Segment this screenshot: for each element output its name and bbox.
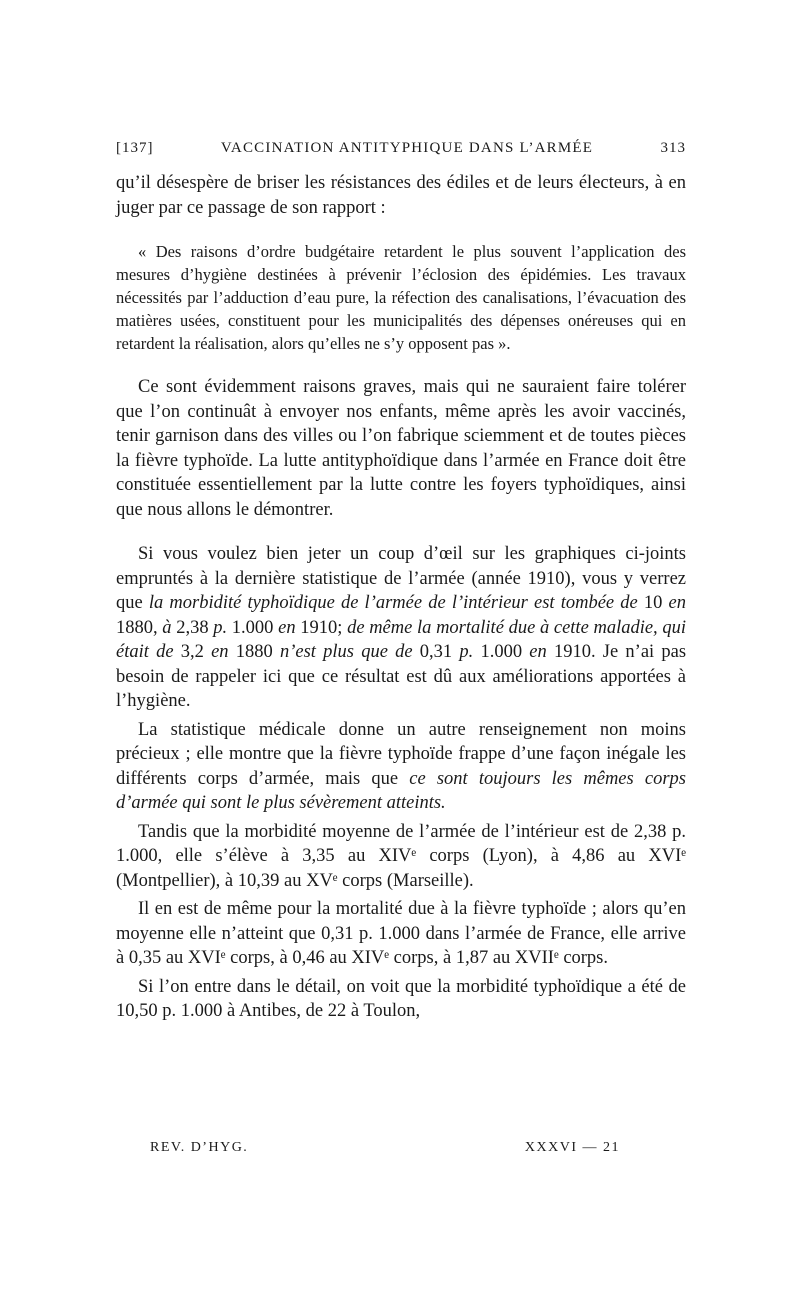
italic-span: n’est plus que de — [279, 642, 413, 662]
paragraph-4 — [116, 718, 686, 816]
italic-span: en — [278, 617, 296, 638]
paragraph-1: qu’il désespère de briser les résistances des édiles et de leurs électeurs, à en juger par ce passage de son rapport : — [116, 173, 686, 218]
text-span: 2,38 — [171, 617, 214, 638]
italic-span: à — [162, 617, 172, 638]
paragraph-2: Ce sont évidemment raisons graves, mais qui ne sauraient faire tolérer que l’on continuât à envoyer nos enfants, même après les avoir vaccinés, tenir garnison dans des villes ou l’on fabrique sciemment et de toutes pièces la fièvre typhoïde. La lutte antityphoïdique dans l’armée en France doit être constituée essentiellement par la lutte contre les foyers typhoïdiques, ainsi que nous allons le démontrer. — [116, 377, 686, 520]
text-span: La statistique médicale donne un autre renseignement non moins précieux ; elle montre que la fièvre typhoïde frappe d’une façon inégale les différents corps d’armée, mais que — [116, 719, 686, 789]
page-reference: [137] — [116, 140, 154, 156]
text-span: 1.000 — [473, 642, 530, 662]
italic-span: en — [211, 642, 229, 662]
italic-span: p. — [459, 642, 474, 662]
paragraph-3 — [116, 542, 686, 714]
text-span: 1880 — [228, 642, 280, 662]
running-head — [116, 140, 686, 157]
italic-span: ce sont toujours les mêmes corps d’armée qui sont le plus sévèrement atteints. — [116, 768, 686, 813]
text-span: 1880, — [116, 617, 163, 638]
footer-volume: XXXVI — 21 — [524, 1140, 620, 1155]
text-span: 10 — [637, 593, 669, 613]
quoted-report: « Des raisons d’ordre budgétaire retardent le plus souvent l’application des mesures d’hygiène destinées à prévenir l’éclosion des épidémies. Les travaux nécessités par l’adduction d’eau pure, la réfection des canalisations, l’évacuation des matières usées, constituent pour les municipalités des dépenses onéreuses qui en retardent la réalisation, alors qu’elles ne s’y opposent pas ». — [116, 242, 686, 353]
page-body — [116, 140, 686, 1024]
italic-span: p. — [213, 617, 228, 638]
paragraph-5: Tandis que la morbidité moyenne de l’armée de l’intérieur est de 2,38 p. 1.000, elle s’élève à 3,35 au XIVᵉ corps (Lyon), à 4,86 au XVIᵉ (Montpellier), à 10,39 au XVᵉ corps (Marseille). — [116, 821, 686, 891]
italic-span: de même la mortalité due à cette maladie, qui était de — [116, 617, 686, 662]
text-span: 1910; — [295, 617, 348, 638]
italic-span: en — [529, 642, 547, 662]
page-footer — [150, 1140, 630, 1156]
running-title: VACCINATION ANTITYPHIQUE DANS L’ARMÉE — [220, 140, 594, 156]
paragraph-6: Il en est de même pour la mortalité due à la fièvre typhoïde ; alors qu’en moyenne elle n’atteint que 0,31 p. 1.000 dans l’armée de France, elle arrive à 0,35 au XVIᵉ corps, à 0,46 au XIVᵉ corps, à 1,87 au XVIIᵉ corps. — [116, 899, 686, 968]
text-span: 1910. Je n’ai pas besoin de rappeler ici que ce résultat est dû aux améliorations apportées à l’hygiène. — [116, 642, 687, 711]
text-span: 0,31 — [412, 642, 460, 662]
italic-span: la morbidité typhoïdique de l’armée de l’intérieur est tombée de — [148, 593, 638, 613]
text-span: 3,2 — [173, 642, 212, 662]
italic-span: en — [668, 593, 687, 613]
text-span: Si vous voulez bien jeter un coup d’œil sur les graphiques ci-joints empruntés à la dernière statistique de l’armée (année 1910), vous y verrez que — [116, 544, 686, 613]
footer-journal: REV. D’HYG. — [150, 1140, 249, 1155]
page-number: 313 — [660, 140, 686, 156]
paragraph-7: Si l’on entre dans le détail, on voit que la morbidité typhoïdique a été de 10,50 p. 1.000 à Antibes, de 22 à Toulon, — [116, 976, 686, 1021]
text-span: 1.000 — [227, 617, 279, 638]
